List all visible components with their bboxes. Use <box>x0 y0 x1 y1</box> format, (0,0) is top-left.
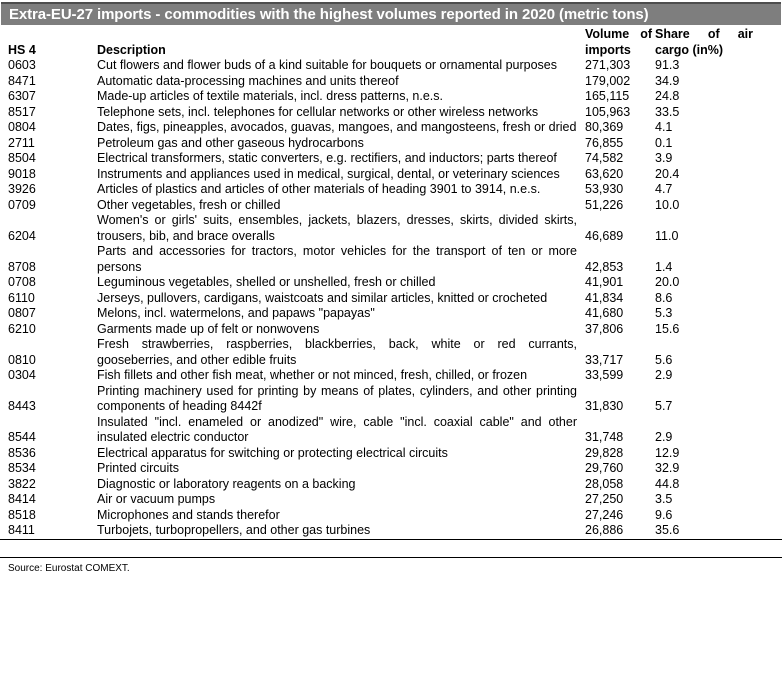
row-description: Parts and accessories for tractors, motor vehicles for the transport of ten or more persons <box>97 244 577 274</box>
hs4-code: 8471 <box>8 73 36 88</box>
imports-report <box>0 2 782 682</box>
row-share: 4.1 <box>655 120 673 134</box>
row-description: Turbojets, turbopropellers, and other gas turbines <box>97 523 371 537</box>
table-title: Extra-EU-27 imports - commodities with the highest volumes reported in 2020 (metric tons) <box>9 6 649 23</box>
row-description: Cut flowers and flower buds of a kind suitable for bouquets or ornamental purposes <box>97 58 557 72</box>
imports-table <box>0 27 782 540</box>
table-row <box>0 461 782 477</box>
hs4-code: 6210 <box>8 321 36 336</box>
table-row <box>0 167 782 183</box>
table-row <box>0 198 782 214</box>
row-share: 5.7 <box>655 399 673 413</box>
row-share: 9.6 <box>655 507 673 522</box>
hs4-code: 3822 <box>8 476 36 491</box>
column-header-hs4-label: HS 4 <box>8 42 36 57</box>
row-volume: 46,689 <box>585 228 624 243</box>
row-share: 91.3 <box>655 58 680 72</box>
row-volume: 179,002 <box>585 73 631 88</box>
row-volume: 165,115 <box>585 89 630 103</box>
column-header-share <box>655 27 782 58</box>
row-description: Printed circuits <box>97 461 179 475</box>
hs4-code: 6110 <box>8 290 35 305</box>
row-share: 0.1 <box>655 135 673 150</box>
row-share: 20.4 <box>655 166 680 181</box>
row-description: Jerseys, pullovers, cardigans, waistcoats and similar articles, knitted or crocheted <box>97 290 548 305</box>
row-volume: 51,226 <box>585 197 624 212</box>
hs4-code: 8534 <box>8 461 36 475</box>
row-description: Microphones and stands therefor <box>97 507 280 522</box>
column-header-hs4 <box>0 27 97 58</box>
row-share: 33.5 <box>655 104 680 119</box>
row-description: Air or vacuum pumps <box>97 492 216 506</box>
row-volume: 29,760 <box>585 461 624 475</box>
row-share: 15.6 <box>655 321 680 336</box>
row-share: 11.0 <box>655 228 679 243</box>
row-description: Made-up articles of textile materials, incl. dress patterns, n.e.s. <box>97 89 443 103</box>
row-volume: 53,930 <box>585 182 624 196</box>
row-description: Insulated "incl. enameled or anodized" wire, cable "incl. coaxial cable" and other insulated electric conductor <box>97 414 577 444</box>
table-row <box>0 291 782 307</box>
row-share: 20.0 <box>655 275 680 289</box>
row-description: Dates, figs, pineapples, avocados, guavas, mangoes, and mangosteens, fresh or dried <box>97 120 577 134</box>
hs4-code: 8443 <box>8 399 36 413</box>
table-row <box>0 151 782 167</box>
column-header-description <box>97 27 585 58</box>
hs4-code: 2711 <box>8 135 35 150</box>
row-volume: 28,058 <box>585 476 624 491</box>
hs4-code: 6204 <box>8 228 36 243</box>
table-row <box>0 136 782 152</box>
row-share: 32.9 <box>655 461 680 475</box>
row-share: 35.6 <box>655 523 680 537</box>
table-row <box>0 492 782 508</box>
row-description: Garments made up of felt or nonwovens <box>97 321 320 336</box>
row-description: Diagnostic or laboratory reagents on a backing <box>97 476 356 491</box>
table-row <box>0 415 782 446</box>
row-description: Petroleum gas and other gaseous hydrocarbons <box>97 135 364 150</box>
row-description: Leguminous vegetables, shelled or unshelled, fresh or chilled <box>97 275 436 289</box>
row-description: Articles of plastics and articles of other materials of heading 3901 to 3914, n.e.s. <box>97 182 541 196</box>
row-volume: 31,830 <box>585 399 624 413</box>
row-volume: 76,855 <box>585 135 624 150</box>
hs4-code: 3926 <box>8 182 36 196</box>
row-share: 10.0 <box>655 197 680 212</box>
table-row <box>0 508 782 524</box>
row-share: 1.4 <box>655 259 673 274</box>
row-volume: 41,901 <box>585 275 624 289</box>
table-row <box>0 244 782 275</box>
row-volume: 41,834 <box>585 290 624 305</box>
row-share: 24.8 <box>655 89 680 103</box>
row-share: 3.9 <box>655 151 673 165</box>
hs4-code: 0603 <box>8 58 36 72</box>
row-description: Women's or girls' suits, ensembles, jackets, blazers, dresses, skirts, divided skirts, trousers, bib, and brace overalls <box>97 213 577 243</box>
hs4-code: 0709 <box>8 197 36 212</box>
row-share: 5.6 <box>655 352 673 367</box>
hs4-code: 8411 <box>8 523 35 537</box>
table-row <box>0 384 782 415</box>
row-volume: 42,853 <box>585 259 624 274</box>
row-share: 34.9 <box>655 73 680 88</box>
row-description: Printing machinery used for printing by means of plates, cylinders, and other printing components of heading 8442f <box>97 383 577 413</box>
hs4-code: 8517 <box>8 104 36 119</box>
row-volume: 29,828 <box>585 445 624 460</box>
hs4-code: 0304 <box>8 368 36 382</box>
row-share: 44.8 <box>655 476 680 491</box>
row-share: 4.7 <box>655 182 673 196</box>
hs4-code: 0708 <box>8 275 36 289</box>
column-header-volume <box>585 27 655 58</box>
row-description: Fish fillets and other fish meat, whether or not minced, fresh, chilled, or frozen <box>97 368 528 382</box>
row-share: 8.6 <box>655 290 673 305</box>
column-header-description-label: Description <box>97 42 166 57</box>
row-volume: 41,680 <box>585 306 624 320</box>
table-row <box>0 74 782 90</box>
row-share: 12.9 <box>655 445 680 460</box>
table-row <box>0 322 782 338</box>
source-note: Source: Eurostat COMEXT. <box>8 562 130 574</box>
row-description: Instruments and appliances used in medical, surgical, dental, or veterinary sciences <box>97 166 560 181</box>
row-volume: 27,246 <box>585 507 624 522</box>
hs4-code: 6307 <box>8 89 36 103</box>
row-volume: 27,250 <box>585 492 624 506</box>
row-description: Electrical apparatus for switching or protecting electrical circuits <box>97 445 448 460</box>
column-header-volume-label: Volume of imports <box>585 27 652 57</box>
row-description: Melons, incl. watermelons, and papaws "papayas" <box>97 306 375 320</box>
hs4-code: 8544 <box>8 430 36 444</box>
table-row <box>0 275 782 291</box>
hs4-code: 9018 <box>8 166 36 181</box>
row-description: Automatic data-processing machines and units thereof <box>97 73 399 88</box>
hs4-code: 8708 <box>8 259 36 274</box>
row-volume: 33,717 <box>585 352 624 367</box>
column-header-share-label: Share of air cargo (in%) <box>655 27 753 57</box>
row-share: 3.5 <box>655 492 673 506</box>
hs4-code: 8414 <box>8 492 36 506</box>
table-body <box>0 58 782 539</box>
row-volume: 26,886 <box>585 523 624 537</box>
table-row <box>0 446 782 462</box>
table-row <box>0 523 782 539</box>
table-row <box>0 105 782 121</box>
row-description: Telephone sets, incl. telephones for cellular networks or other wireless networks <box>97 104 539 119</box>
row-share: 2.9 <box>655 430 673 444</box>
hs4-code: 0810 <box>8 352 36 367</box>
table-row <box>0 182 782 198</box>
table-row <box>0 477 782 493</box>
table-row <box>0 213 782 244</box>
row-volume: 80,369 <box>585 120 624 134</box>
row-description: Other vegetables, fresh or chilled <box>97 197 281 212</box>
row-volume: 105,963 <box>585 104 631 119</box>
table-row <box>0 306 782 322</box>
table-row <box>0 368 782 384</box>
row-description: Electrical transformers, static converters, e.g. rectifiers, and inductors; parts thereof <box>97 151 557 165</box>
row-volume: 31,748 <box>585 430 624 444</box>
row-volume: 33,599 <box>585 368 624 382</box>
row-volume: 74,582 <box>585 151 624 165</box>
table-row <box>0 337 782 368</box>
hs4-code: 8536 <box>8 445 36 460</box>
row-share: 5.3 <box>655 306 673 320</box>
hs4-code: 8518 <box>8 507 36 522</box>
hs4-code: 0807 <box>8 306 36 320</box>
row-volume: 63,620 <box>585 166 624 181</box>
hs4-code: 0804 <box>8 120 36 134</box>
row-share: 2.9 <box>655 368 673 382</box>
row-description: Fresh strawberries, raspberries, blackberries, back, white or red currants, gooseberries, and other edible fruits <box>97 337 577 367</box>
row-volume: 37,806 <box>585 321 624 336</box>
hs4-code: 8504 <box>8 151 36 165</box>
table-title-bar <box>1 2 781 25</box>
table-row <box>0 89 782 105</box>
header-row <box>0 27 782 58</box>
table-row <box>0 120 782 136</box>
row-volume: 271,303 <box>585 58 631 72</box>
table-row <box>0 58 782 74</box>
